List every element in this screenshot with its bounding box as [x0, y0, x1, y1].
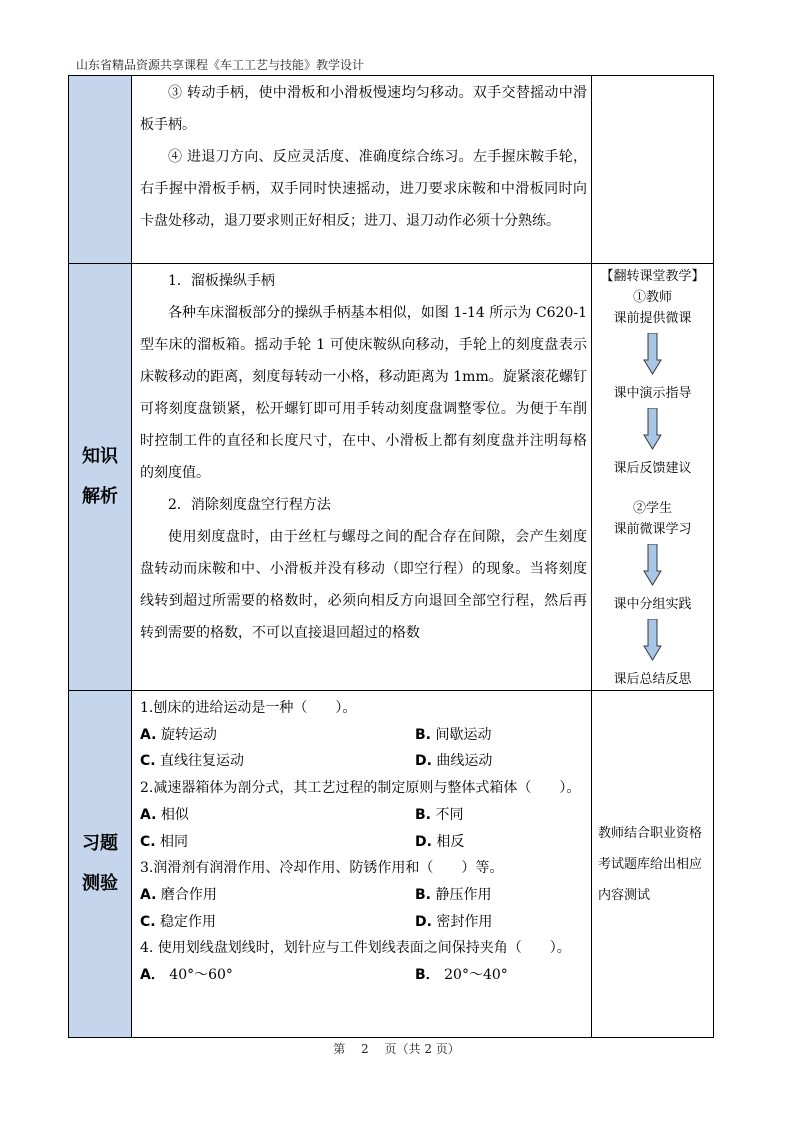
quiz-label-1: 习题: [82, 833, 118, 854]
quiz-option: [140, 962, 415, 989]
knowledge-heading-2: 2．消除刻度盘空行程方法: [168, 497, 331, 513]
quiz-option-text: 间歇运动: [435, 726, 492, 743]
flow-student: ②学生: [632, 501, 672, 516]
quiz-option: [140, 882, 415, 909]
quiz-option: [140, 829, 415, 856]
flow-student-step-1: 课前微课学习: [613, 522, 692, 537]
flow-student-step-2: 课中分组实践: [613, 597, 692, 612]
flow-title: 【翻转课堂教学】: [600, 269, 705, 284]
quiz-label-2: 测验: [82, 873, 118, 894]
knowledge-label-2: 解析: [82, 486, 118, 507]
quiz-options: [140, 882, 587, 935]
quiz-option-text: 相反: [436, 833, 465, 850]
quiz-option: [415, 882, 587, 909]
knowledge-content-cell: [132, 264, 592, 691]
quiz-option-letter: B．: [415, 967, 440, 984]
knowledge-label-1: 知识: [82, 446, 118, 467]
practice-step-3: ③ 转动手柄，使中滑板和小滑板慢速均匀移动。双手交替摇动中滑板手柄。: [140, 85, 587, 133]
down-arrow-icon: [643, 333, 662, 375]
quiz-option-letter: C.: [140, 913, 156, 930]
knowledge-paragraph-1: 各种车床溜板部分的操纵手柄基本相似，如图 1-14 所示为 C620-1 型车床的溜板箱。摇动手轮 1 可使床鞍纵向移动，手轮上的刻度盘表示床鞍移动的距离，刻度每转动一小格，移动距离为 1mm。旋紧滚花螺钉可将刻度盘锁紧，松开螺钉即可用手转动刻度盘调整零位。为便于车削时控制工件的直径和长度尺寸，在中、小滑板上都有刻度盘并注明每格的刻度值。: [140, 305, 587, 481]
page-header: 山东省精品资源共享课程《车工工艺与技能》教学设计: [76, 58, 365, 72]
lesson-table: [68, 75, 714, 1038]
row-quiz: [69, 691, 714, 1038]
quiz-option-text: 旋转运动: [160, 726, 217, 743]
quiz-option-text: 密封作用: [436, 913, 493, 930]
quiz-note: 教师结合职业资格考试题库给出相应内容测试: [598, 825, 703, 903]
quiz-label-cell: [69, 691, 132, 1038]
quiz-option: [140, 909, 415, 936]
practice-label-cell: [69, 76, 132, 264]
quiz-option-letter: C.: [140, 833, 156, 850]
quiz-option-text: 20°～40°: [444, 967, 508, 984]
knowledge-heading-1: 1．溜板操纵手柄: [168, 273, 275, 289]
page-footer: 第 2 页（共 2 页）: [333, 1042, 460, 1056]
quiz-options: [140, 722, 587, 775]
quiz-option-letter: D.: [415, 753, 432, 770]
quiz-option-text: 磨合作用: [160, 886, 217, 903]
flow-student-step-3: 课后总结反思: [613, 672, 692, 687]
quiz-option: [415, 748, 587, 775]
quiz-option: [415, 722, 587, 749]
practice-notes-cell: [592, 76, 714, 264]
quiz-option-text: 直线往复运动: [160, 753, 245, 770]
quiz-option-letter: A.: [140, 886, 157, 903]
quiz-option-text: 曲线运动: [436, 753, 493, 770]
quiz-question: 1.刨床的进给运动是一种（ ）。: [140, 700, 357, 716]
quiz-options: [140, 802, 587, 855]
quiz-option-letter: B.: [415, 806, 431, 823]
quiz-note-cell: [592, 691, 714, 1038]
quiz-option-letter: D.: [415, 913, 432, 930]
quiz-option-text: 稳定作用: [160, 913, 217, 930]
down-arrow-icon: [643, 619, 662, 661]
quiz-option-letter: A．: [140, 967, 165, 984]
quiz-option-letter: B.: [415, 886, 431, 903]
quiz-option: [140, 748, 415, 775]
flow-teacher-step-2: 课中演示指导: [613, 386, 692, 401]
quiz-options: [140, 962, 587, 989]
row-practice: [69, 76, 714, 264]
flow-teacher-step-3: 课后反馈建议: [613, 461, 692, 476]
row-knowledge: [69, 264, 714, 691]
quiz-option: [415, 962, 587, 989]
quiz-option: [140, 722, 415, 749]
quiz-content-cell: [132, 691, 592, 1038]
practice-content-cell: [132, 76, 592, 264]
quiz-option-letter: B.: [415, 726, 431, 743]
quiz-question: 3.润滑剂有润滑作用、冷却作用、防锈作用和（ ）等。: [140, 860, 504, 877]
quiz-option-text: 40°～60°: [169, 967, 233, 984]
flow-teacher-step-1: 课前提供微课: [613, 311, 692, 326]
flipped-classroom-flow: [592, 264, 713, 690]
quiz-option: [140, 802, 415, 829]
quiz-option-letter: D.: [415, 833, 432, 850]
quiz-list: [132, 691, 591, 989]
quiz-option: [415, 909, 587, 936]
quiz-option: [415, 829, 587, 856]
quiz-question: 2.减速器箱体为剖分式，其工艺过程的制定原则与整体式箱体（ ）。: [140, 780, 581, 797]
quiz-option-letter: A.: [140, 726, 157, 743]
quiz-option-text: 静压作用: [435, 886, 492, 903]
flow-teacher: ①教师: [632, 290, 672, 305]
practice-step-4: ④ 进退刀方向、反应灵活度、准确度综合练习。左手握床鞍手轮，右手握中滑板手柄，双手同时快速摇动，进刀要求床鞍和中滑板同时向卡盘处移动，退刀要求则正好相反；进刀、退刀动作必须十分熟练。: [140, 149, 587, 229]
knowledge-paragraph-2: 使用刻度盘时，由于丝杠与螺母之间的配合存在间隙，会产生刻度盘转动而床鞍和中、小滑板并没有移动（即空行程）的现象。当将刻度线转到超过所需要的格数时，必须向相反方向退回全部空行程，然后再转到需要的格数，不可以直接退回超过的格数: [140, 529, 587, 641]
quiz-option-text: 相同: [160, 833, 189, 850]
quiz-option-text: 相似: [160, 806, 189, 823]
down-arrow-icon: [643, 408, 662, 450]
quiz-question: 4. 使用划线盘划线时，划针应与工件划线表面之间保持夹角（ ）。: [140, 940, 571, 957]
quiz-option: [415, 802, 587, 829]
flipped-classroom-cell: [592, 264, 714, 691]
quiz-option-letter: C.: [140, 753, 156, 770]
quiz-option-letter: A.: [140, 806, 157, 823]
quiz-option-text: 不同: [435, 806, 464, 823]
down-arrow-icon: [643, 544, 662, 586]
knowledge-label-cell: [69, 264, 132, 691]
